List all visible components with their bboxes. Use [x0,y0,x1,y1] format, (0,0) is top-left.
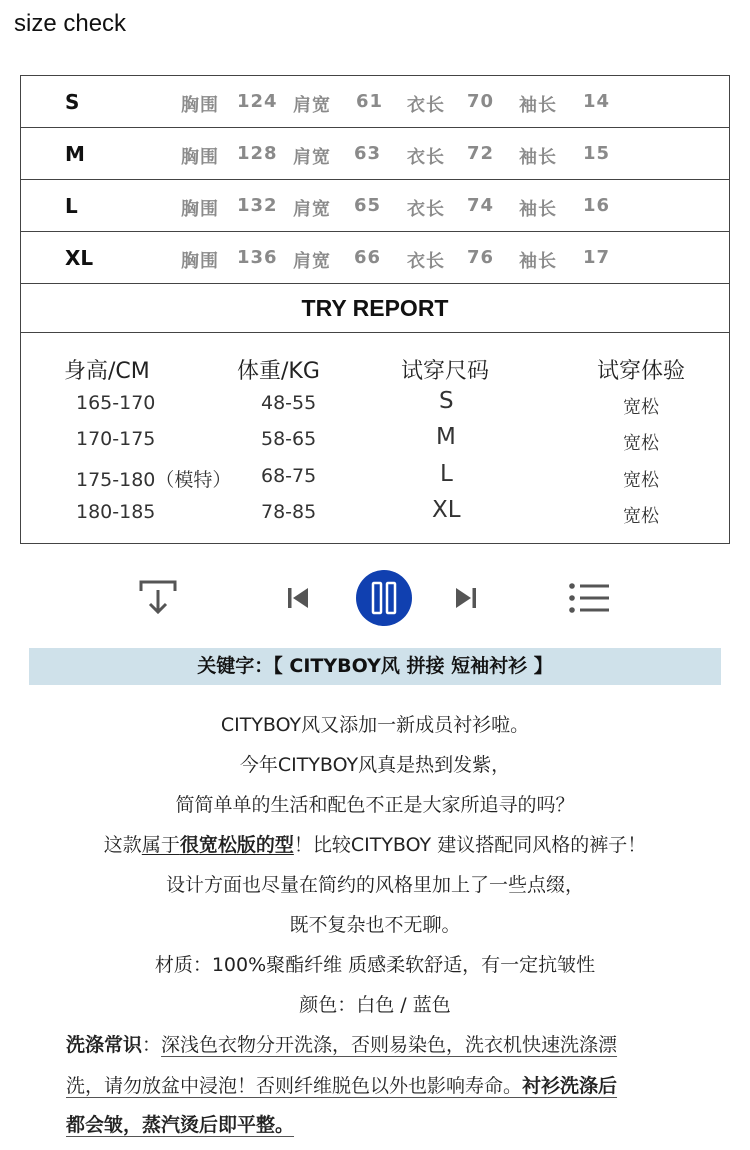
try-size-value: XL [432,497,461,523]
sleeve-label: 袖长 [519,147,557,168]
pause-icon [355,569,413,627]
wash-text-bold: 衬衫洗涤后 [522,1075,618,1097]
chest-value: 128 [237,143,278,164]
description-line: 既不复杂也不无聊。 [289,914,461,936]
chest-value: 124 [237,91,278,112]
height-value: 165-170 [76,392,156,414]
wash-text-bold: 都会皱，蒸汽烫后即平整。 [66,1114,295,1136]
length-value: 72 [467,143,495,164]
sleeve-label: 袖长 [519,199,557,220]
try-size-value: M [436,424,456,450]
wash-label: 洗涤常识 [66,1034,143,1056]
shoulder-value: 63 [354,143,382,164]
weight-value: 78-85 [261,501,317,523]
description-line-fit [0,830,750,857]
length-label: 衣长 [407,147,445,168]
wash-line [66,1110,294,1137]
chest-label: 胸围 [181,251,219,272]
description-line: 简简单单的生活和配色不正是大家所追寻的吗？ [175,794,575,816]
size-label: S [65,90,80,114]
length-value: 74 [467,195,495,216]
height-header: 身高/CM [64,359,150,384]
chest-value: 136 [237,247,278,268]
wash-text: 洗，请勿放盆中浸泡！否则纤维脱色以外也影响寿命。 [66,1075,523,1097]
fit-value: 宽松 [623,433,659,454]
shoulder-value: 61 [356,91,384,112]
wash-line [66,1071,617,1098]
download-button[interactable] [135,560,181,636]
wash-separator: ： [142,1034,162,1056]
download-icon [138,579,178,617]
fit-value: 宽松 [623,470,659,491]
try-report-header [21,284,729,333]
description-line: CITYBOY风又添加一新成员衬衫啦。 [220,714,530,736]
fit-text-underlined: 属于 [141,834,180,856]
fit-header: 试穿体验 [597,359,686,384]
weight-value: 68-75 [261,465,317,487]
size-row-l [21,180,729,232]
size-table [20,75,730,333]
weight-value: 58-65 [261,428,317,450]
size-label: XL [65,246,94,270]
fit-text-suffix: ！比较CITYBOY 建议搭配同风格的裤子！ [293,834,647,856]
shoulder-label: 肩宽 [293,95,331,116]
chest-value: 132 [237,195,278,216]
try-report-table [20,332,730,544]
page-title: size check [14,10,127,37]
chest-label: 胸围 [181,199,219,220]
next-button[interactable] [451,560,481,636]
wash-line [66,1030,617,1057]
media-player-controls [0,560,750,636]
pause-button[interactable] [355,560,413,636]
keyword-bar: 关键字：【 CITYBOY风 拼接 短袖衬衫 】 [29,648,721,685]
size-label: M [65,142,85,166]
height-value: 170-175 [76,428,156,450]
length-value: 76 [467,247,495,268]
length-label: 衣长 [407,251,445,272]
sleeve-label: 袖长 [519,251,557,272]
weight-value: 48-55 [261,392,317,414]
sleeve-value: 17 [583,247,611,268]
fit-value: 宽松 [623,506,659,527]
playlist-icon [567,581,611,615]
size-label: L [65,194,78,218]
sleeve-value: 15 [583,143,611,164]
shoulder-value: 65 [354,195,382,216]
next-icon [453,585,479,611]
chest-label: 胸围 [181,95,219,116]
fit-text-prefix: 这款 [103,834,142,856]
length-label: 衣长 [407,199,445,220]
fit-value: 宽松 [623,397,659,418]
size-row-xl [21,232,729,284]
shoulder-label: 肩宽 [293,199,331,220]
previous-button[interactable] [283,560,313,636]
height-value: 175-180（模特） [76,469,232,491]
sleeve-value: 16 [583,195,611,216]
sleeve-value: 14 [583,91,611,112]
shoulder-label: 肩宽 [293,147,331,168]
weight-header: 体重/KG [237,359,320,384]
sleeve-label: 袖长 [519,95,557,116]
wash-text: 深浅色衣物分开洗涤，否则易染色，洗衣机快速洗涤漂 [161,1034,618,1056]
description-line: 设计方面也尽量在简约的风格里加上了一些点缀， [165,874,584,896]
try-report-title: TRY REPORT [301,295,449,321]
description-line: 今年CITYBOY风真是热到发紫， [239,754,511,776]
chest-label: 胸围 [181,147,219,168]
try-size-header: 试穿尺码 [401,359,490,384]
try-size-value: L [440,461,453,487]
try-size-value: S [439,388,454,414]
playlist-button[interactable] [566,560,612,636]
previous-icon [285,585,311,611]
material-line: 材质：100%聚酯纤维 质感柔软舒适，有一定抗皱性 [154,954,596,976]
size-row-m [21,128,729,180]
height-value: 180-185 [76,501,156,523]
length-label: 衣长 [407,95,445,116]
shoulder-label: 肩宽 [293,251,331,272]
color-line: 颜色：白色 / 蓝色 [299,994,451,1016]
length-value: 70 [467,91,495,112]
size-row-s [21,76,729,128]
shoulder-value: 66 [354,247,382,268]
fit-text-bold: 很宽松版的型 [179,834,294,856]
